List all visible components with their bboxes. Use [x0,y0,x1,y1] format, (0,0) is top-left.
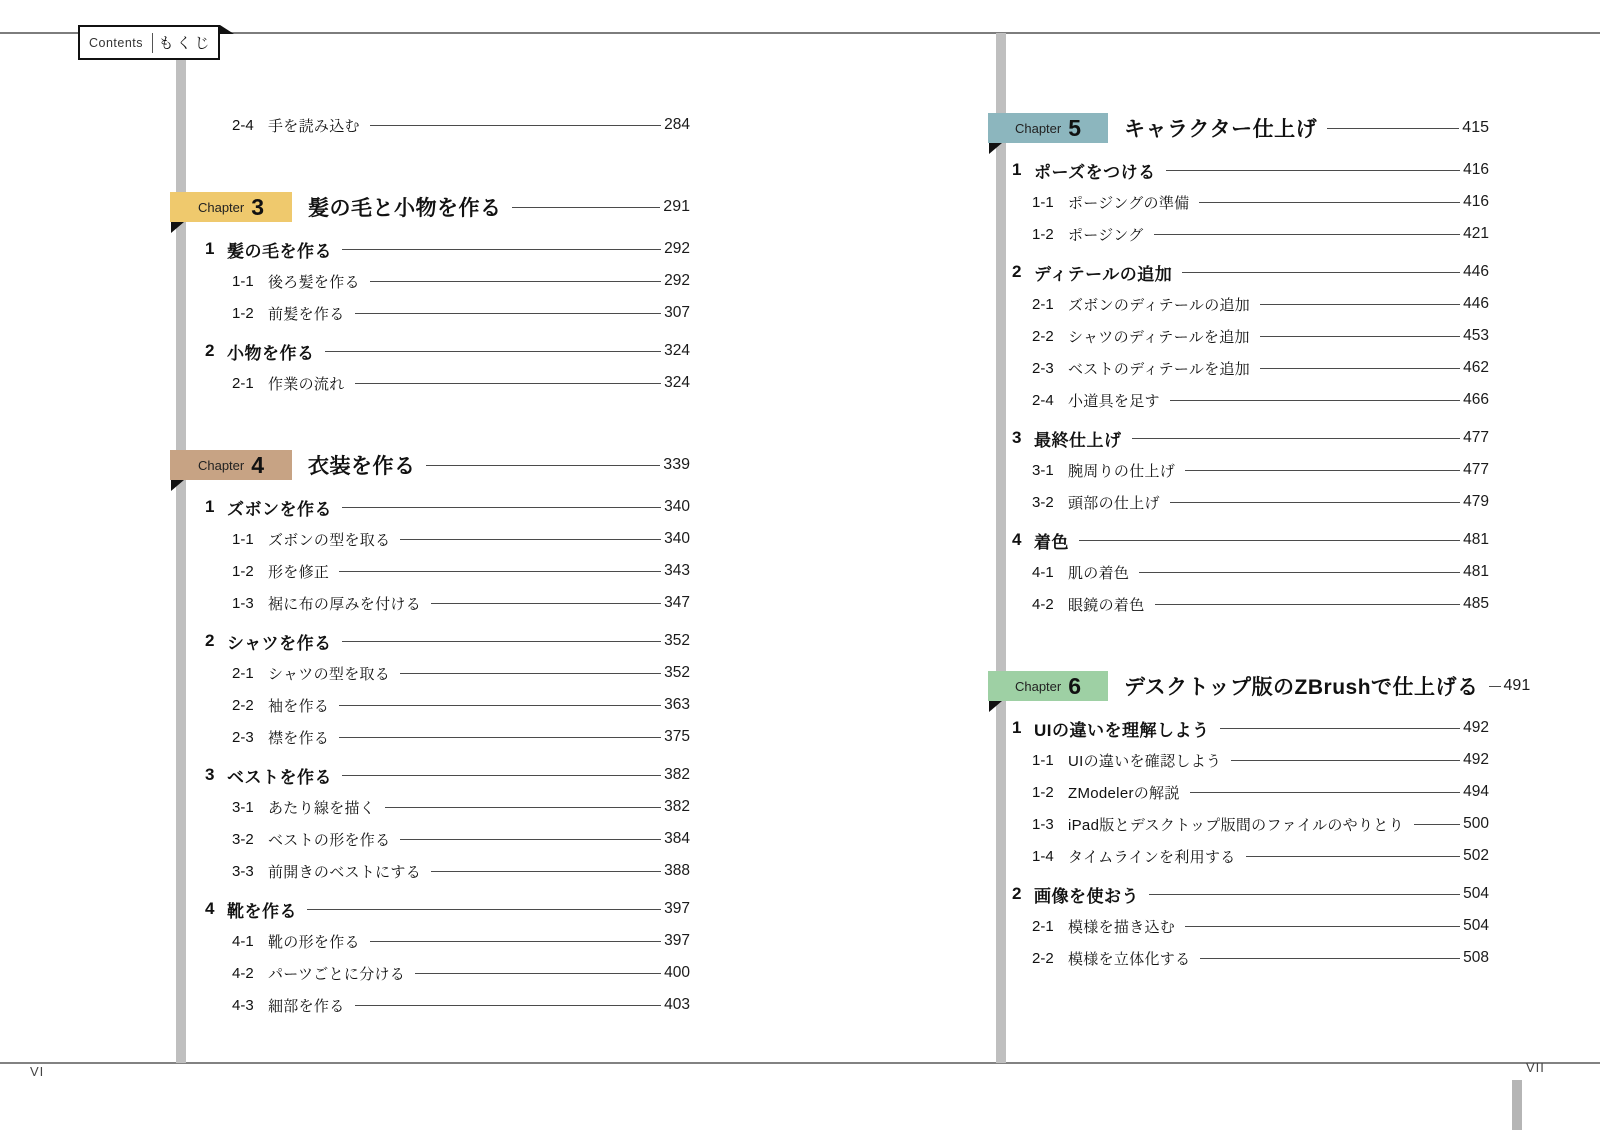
item-title: 靴の形を作る [268,933,360,951]
item-title: 最終仕上げ [1034,430,1122,450]
item-title: 眼鏡の着色 [1068,596,1145,614]
item-number: 4-1 [1032,563,1054,581]
item-title: あたり線を描く [268,799,376,817]
toc-item [232,297,690,329]
page-number: 485 [1463,595,1489,612]
leader-line [355,313,662,314]
item-number: 1-2 [232,562,254,580]
page-number: 479 [1463,493,1489,510]
page-number: 504 [1463,885,1489,902]
toc-column-right [1012,0,1531,1130]
leader-line [431,603,661,604]
toc-item [1012,878,1489,910]
page-number: 477 [1463,461,1489,478]
chapter-title: デスクトップ版のZBrushで仕上げる [1124,676,1479,699]
page-number: 324 [664,342,690,359]
page-number: 462 [1463,359,1489,376]
item-number: 1-1 [232,272,254,290]
chapter-label: Chapter [197,199,245,215]
item-title: 腕周りの仕上げ [1068,462,1176,480]
item-title: 着色 [1034,532,1069,552]
item-number: 2-3 [1032,359,1054,377]
toc-item [232,721,690,753]
toc-item [1032,744,1489,776]
toc-item [232,791,690,823]
item-title: ベストのディテールを追加 [1068,360,1251,378]
toc-item [1032,808,1489,840]
chapter-label: Chapter [197,457,245,473]
page-number: 382 [664,766,690,783]
page-number: 307 [664,304,690,321]
item-title: ポージングの準備 [1068,194,1190,212]
page-number: 340 [664,498,690,515]
toc-item [1032,588,1489,620]
toc-item [1032,486,1489,518]
toc-item [1012,256,1489,288]
chapter-tab [988,671,1108,701]
item-number: 4-1 [232,932,254,950]
leader-line [370,941,661,942]
item-title: 模様を描き込む [1068,918,1176,936]
leader-line [1246,856,1461,857]
toc-item [232,555,690,587]
toc-item [232,989,690,1021]
item-title: シャツの型を取る [268,665,391,683]
page-number: 477 [1463,429,1489,446]
leader-line [355,383,662,384]
item-title: UIの違いを確認しよう [1068,752,1222,770]
leader-line [1139,572,1460,573]
leader-line [1489,686,1501,687]
item-number: 3-1 [232,798,254,816]
item-title: 形を修正 [268,563,330,581]
page-number: 343 [664,562,690,579]
chapter-title: 髪の毛と小物を作る [308,197,502,220]
item-title: ベストの形を作る [268,831,391,849]
page-number: 352 [664,664,690,681]
item-number: 1 [1012,718,1022,737]
page-number: 375 [664,728,690,745]
item-title: ベストを作る [227,767,332,787]
toc-item [1032,840,1489,872]
item-title: UIの違いを理解しよう [1034,720,1210,740]
item-title: ズボンを作る [227,499,332,519]
toc-item [1012,422,1489,454]
item-title: 手を読み込む [268,117,360,135]
contents-label-en: Contents [88,35,144,50]
leader-line [1170,400,1460,401]
leader-line [1231,760,1460,761]
leader-line [339,571,661,572]
leader-line [1185,926,1460,927]
leader-line [415,973,661,974]
leader-line [339,737,661,738]
spine-bar-right [996,33,1006,1063]
item-title: iPad版とデスクトップ版間のファイルのやりとり [1068,816,1404,834]
leader-line [1149,894,1460,895]
contents-tab [78,25,220,60]
toc-item [1032,288,1489,320]
leader-line [339,705,661,706]
toc-item [205,625,690,657]
item-number: 1 [205,239,215,258]
leader-line [426,465,661,466]
leader-line [1260,336,1460,337]
leader-line [307,909,661,910]
toc-item [232,657,690,689]
toc-item [232,587,690,619]
item-number: 3-1 [1032,461,1054,479]
chapter-title: 衣装を作る [308,455,416,478]
toc-item [232,925,690,957]
chapter-label: Chapter [1014,120,1062,136]
item-number: 1-2 [232,304,254,322]
item-number: 1-1 [1032,751,1054,769]
chapter-tab [170,192,292,222]
toc-item [1032,320,1489,352]
item-title: 肌の着色 [1068,564,1130,582]
toc-chapter [170,192,690,222]
leader-line [370,125,661,126]
item-title: 小物を作る [227,343,315,363]
leader-line [1185,470,1460,471]
page-number: 397 [664,932,690,949]
leader-line [342,775,661,776]
page-number: 504 [1463,917,1489,934]
item-number: 2 [1012,884,1022,903]
item-number: 2-1 [232,374,254,392]
leader-line [325,351,662,352]
item-title: 靴を作る [227,901,297,921]
item-number: 2-1 [232,664,254,682]
toc-item [232,855,690,887]
page-number: 339 [663,456,690,473]
item-number: 2-3 [232,728,254,746]
chapter-label: Chapter [1014,678,1062,694]
chapter-number: 5 [1068,114,1082,141]
item-title: 作業の流れ [268,375,345,393]
page-number: 481 [1463,531,1489,548]
item-title: ディテールの追加 [1034,264,1173,284]
item-title: 前髪を作る [268,305,345,323]
item-title: ズボンの型を取る [268,531,391,549]
toc-chapter [988,671,1531,701]
item-number: 1-3 [1032,815,1054,833]
toc-item [1032,942,1489,974]
item-title: ズボンのディテールの追加 [1068,296,1251,314]
item-number: 2 [1012,262,1022,281]
item-number: 1-3 [232,594,254,612]
spine-bar-left [176,33,186,1063]
leader-line [342,507,661,508]
leader-line [1132,438,1461,439]
chapter-number: 3 [251,193,265,220]
leader-line [431,871,661,872]
page-number: 352 [664,632,690,649]
item-title: パーツごとに分ける [268,965,406,983]
item-number: 1-1 [232,530,254,548]
toc-item [232,523,690,555]
leader-line [1414,824,1460,825]
leader-line [1154,234,1461,235]
item-title: 袖を作る [268,697,330,715]
page-number: 388 [664,862,690,879]
page-number: 291 [663,198,690,215]
page-number: 491 [1503,677,1531,694]
leader-line [1260,304,1460,305]
page-number: 397 [664,900,690,917]
item-number: 4 [1012,530,1022,549]
toc-item [1012,154,1489,186]
leader-line [1155,604,1461,605]
item-title: シャツのディテールを追加 [1068,328,1250,346]
item-number: 3-2 [232,830,254,848]
leader-line [385,807,661,808]
item-title: 前開きのベストにする [268,863,422,881]
leader-line [1079,540,1460,541]
toc-item [1032,218,1489,250]
chapter-number: 6 [1068,672,1082,699]
leader-line [1220,728,1461,729]
item-title: タイムラインを利用する [1068,848,1236,866]
chapter-title: キャラクター仕上げ [1124,118,1318,141]
item-title: ポージング [1068,226,1144,244]
chapter-tab [988,113,1108,143]
page-number: 466 [1463,391,1489,408]
page-number: 446 [1463,263,1489,280]
item-title: 襟を作る [268,729,330,747]
leader-line [1166,170,1460,171]
page-number: 324 [664,374,690,391]
toc-item [1012,524,1489,556]
item-number: 1-2 [1032,783,1054,801]
page-number: 382 [664,798,690,815]
page-number: 508 [1463,949,1489,966]
edge-marker-bar [1512,1080,1522,1130]
leader-line [355,1005,662,1006]
item-number: 4-3 [232,996,254,1014]
page-number: 292 [664,240,690,257]
leader-line [1182,272,1460,273]
toc-item [205,335,690,367]
item-title: 小道具を足す [1068,392,1160,410]
item-number: 1 [205,497,215,516]
leader-line [370,281,661,282]
page-number: 292 [664,272,690,289]
contents-label-ja: もくじ [158,35,213,52]
item-title: 細部を作る [268,997,345,1015]
item-number: 4-2 [232,964,254,982]
page-number: 363 [664,696,690,713]
toc-item [1032,776,1489,808]
page-number: 421 [1463,225,1489,242]
item-number: 1 [1012,160,1022,179]
item-title: 後ろ髪を作る [268,273,360,291]
item-number: 2 [205,341,215,360]
leader-line [1199,202,1460,203]
toc-item [1032,352,1489,384]
item-title: ZModelerの解説 [1068,784,1180,802]
page-number: 416 [1463,161,1489,178]
item-number: 1-4 [1032,847,1054,865]
leader-line [400,839,661,840]
item-title: 裾に布の厚みを付ける [268,595,422,613]
item-title: シャツを作る [227,633,332,653]
toc-item [232,265,690,297]
toc-chapter [988,113,1489,143]
page-number: 481 [1463,563,1489,580]
item-number: 2-2 [1032,949,1054,967]
page-number: 492 [1463,719,1489,736]
toc-item [205,893,690,925]
page-number: 403 [664,996,690,1013]
page-number: 492 [1463,751,1489,768]
toc-item [205,491,690,523]
page-number: 347 [664,594,690,611]
toc-item [1032,186,1489,218]
toc-item [232,823,690,855]
item-number: 3 [1012,428,1022,447]
page-folio-right: VII [1526,1060,1545,1075]
item-title: 画像を使おう [1034,886,1139,906]
page-number: 502 [1463,847,1489,864]
item-title: 髪の毛を作る [227,241,332,261]
leader-line [512,207,661,208]
toc-item [232,957,690,989]
item-number: 2-2 [232,696,254,714]
page-number: 415 [1462,119,1489,136]
item-number: 2-2 [1032,327,1054,345]
page-number: 500 [1463,815,1489,832]
chapter-tab [170,450,292,480]
toc-item [1032,384,1489,416]
item-number: 3-3 [232,862,254,880]
item-number: 2-1 [1032,917,1054,935]
item-number: 1-2 [1032,225,1054,243]
leader-line [1200,958,1460,959]
item-title: 頭部の仕上げ [1068,494,1160,512]
page-number: 446 [1463,295,1489,312]
leader-line [400,673,661,674]
toc-item [1032,454,1489,486]
item-title: 模様を立体化する [1068,950,1191,968]
item-number: 3-2 [1032,493,1054,511]
page-number: 284 [664,116,690,133]
toc-item [1032,910,1489,942]
page-number: 494 [1463,783,1489,800]
chapter-number: 4 [251,451,265,478]
item-number: 2 [205,631,215,650]
page-number: 416 [1463,193,1489,210]
toc-chapter [170,450,690,480]
toc-item [205,759,690,791]
item-number: 1-1 [1032,193,1054,211]
item-number: 2-4 [232,116,254,134]
leader-line [1327,128,1459,129]
toc-column-left [197,0,690,1130]
item-number: 2-1 [1032,295,1054,313]
toc-item [1032,556,1489,588]
item-number: 2-4 [1032,391,1054,409]
leader-line [342,249,661,250]
page-number: 453 [1463,327,1489,344]
item-number: 4 [205,899,215,918]
page-number: 384 [664,830,690,847]
leader-line [1170,502,1460,503]
leader-line [342,641,661,642]
toc-item [232,689,690,721]
toc-item [1012,712,1489,744]
page-number: 340 [664,530,690,547]
item-number: 4-2 [1032,595,1054,613]
item-title: ポーズをつける [1034,162,1156,182]
item-number: 3 [205,765,215,784]
toc-item [232,109,690,141]
leader-line [1190,792,1460,793]
leader-line [400,539,661,540]
page-number: 400 [664,964,690,981]
toc-item [232,367,690,399]
toc-item [205,233,690,265]
leader-line [1260,368,1460,369]
page-folio-left: VI [30,1064,45,1079]
